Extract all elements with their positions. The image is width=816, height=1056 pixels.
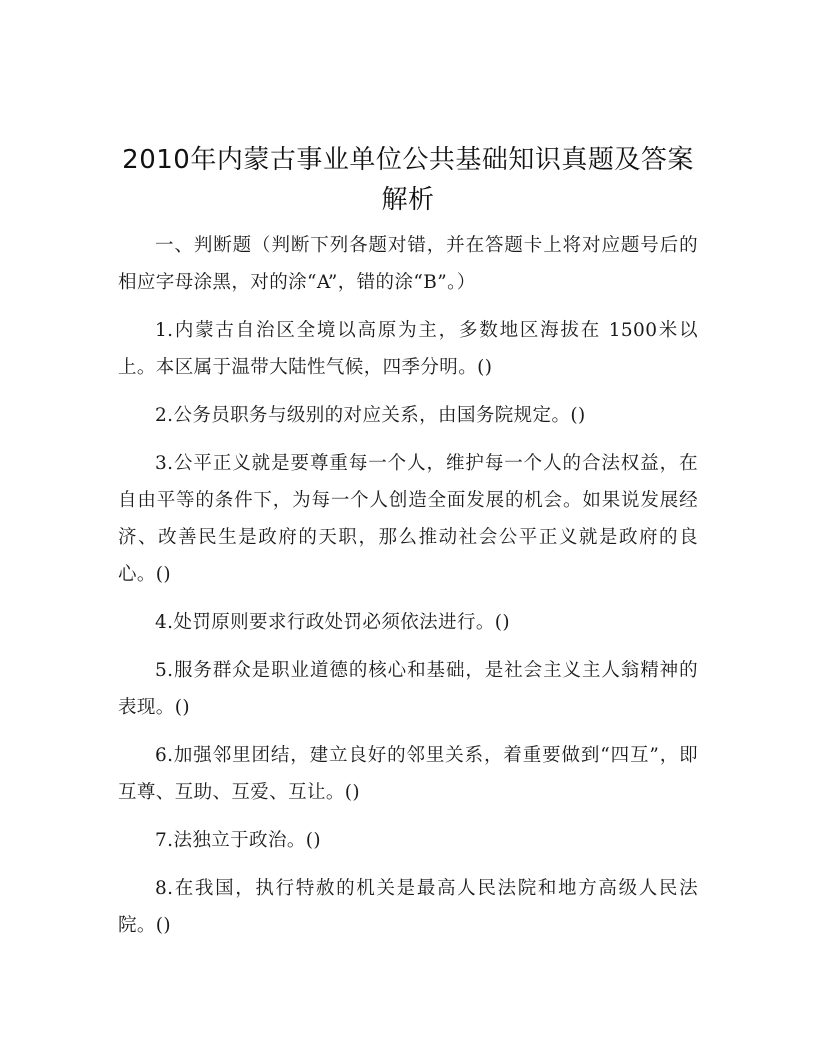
question-5: 5.服务群众是职业道德的核心和基础，是社会主义主人翁精神的表现。() (118, 660, 698, 718)
question-6: 6.加强邻里团结，建立良好的邻里关系，着重要做到“四互”，即互尊、互助、互爱、互让。() (118, 745, 698, 803)
question-7: 7.法独立于政治。() (155, 830, 321, 851)
question-1: 1.内蒙古自治区全境以高原为主，多数地区海拔在 1500米以上。本区属于温带大陆性气候，四季分明。() (118, 320, 698, 378)
question-8: 8.在我国，执行特赦的机关是最高人民法院和地方高级人民法院。() (118, 878, 698, 936)
question-2: 2.公务员职务与级别的对应关系，由国务院规定。() (155, 405, 586, 426)
document-body (118, 227, 698, 955)
question-3: 3.公平正义就是要尊重每一个人，维护每一个人的合法权益，在自由平等的条件下，为每一个人创造全面发展的机会。如果说发展经济、改善民生是政府的天职，那么推动社会公平正义就是政府的良心。() (118, 453, 698, 585)
question-4: 4.处罚原则要求行政处罚必须依法进行。() (155, 612, 510, 633)
document-title: 2010年内蒙古事业单位公共基础知识真题及答案解析 (122, 145, 694, 215)
section-instruction: 一、判断题（判断下列各题对错，并在答题卡上将对应题号后的相应字母涂黑，对的涂“A”，错的涂“B”。） (118, 235, 698, 293)
